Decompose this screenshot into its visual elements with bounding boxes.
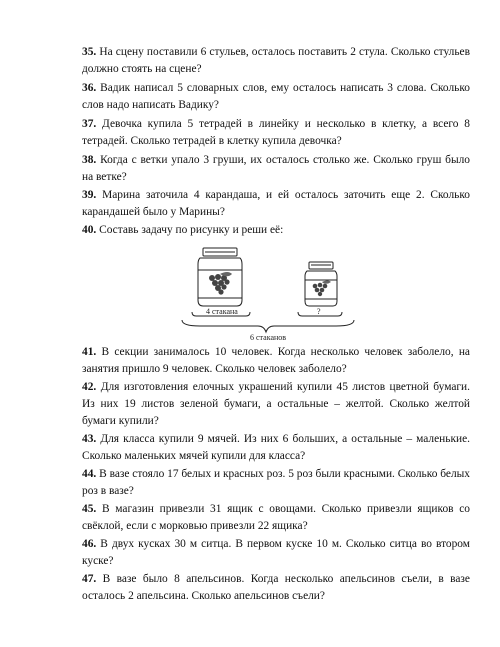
jars-figure [170, 240, 360, 342]
total-label: 6 стаканов [250, 333, 287, 342]
problem-46 [82, 536, 470, 570]
problem-text: В магазин привезли 31 ящик с овощами. Сколько привезли ящиков со свёклой, если с морковью привезли 22 ящика? [82, 503, 470, 532]
problem-43 [82, 431, 470, 465]
left-jar-label: 4 стакана [206, 307, 238, 316]
problem-41 [82, 344, 470, 378]
problem-text: Вадик написал 5 словарных слов, ему осталось написать 3 слова. Сколько слов надо написать Вадику? [82, 82, 470, 111]
problem-number: 47. [82, 573, 97, 585]
problem-number: 36. [82, 82, 97, 94]
problem-text: Для изготовления елочных украшений купили 45 листов цветной бумаги. Из них 19 листов зеленой бумаги, а остальные – желтой. Сколько желтой бумаги купили? [82, 381, 470, 427]
problem-number: 44. [82, 468, 97, 480]
problem-text: Составь задачу по рисунку и реши её: [96, 224, 284, 236]
small-jar-icon [305, 262, 337, 306]
problem-number: 35. [82, 46, 97, 58]
total-brace [182, 320, 354, 332]
problem-text: В вазе стояло 17 белых и красных роз. 5 роз были красными. Сколько белых роз в вазе? [82, 468, 470, 497]
problem-40 [82, 222, 470, 239]
problem-37 [82, 116, 470, 150]
problem-number: 41. [82, 346, 97, 358]
problem-text: На сцену поставили 6 стульев, осталось поставить 2 стула. Сколько стульев должно стоять на сцене? [82, 46, 470, 75]
problem-text: Когда с ветки упало 3 груши, их осталось столько же. Сколько груш было на ветке? [82, 154, 470, 183]
jars-illustration [170, 240, 360, 342]
problem-number: 37. [82, 118, 97, 130]
problem-text: В вазе было 8 апельсинов. Когда несколько апельсинов съели, в вазе осталось 2 апельсина. Сколько апельсинов съели? [82, 573, 470, 602]
problem-39 [82, 187, 470, 221]
problem-number: 39. [82, 189, 97, 201]
problem-42 [82, 379, 470, 430]
problem-35 [82, 44, 470, 78]
problem-44 [82, 466, 470, 500]
problem-number: 46. [82, 538, 97, 550]
problem-text: Марина заточила 4 карандаша, и ей осталось заточить еще 2. Сколько карандашей было у Марины? [82, 189, 470, 218]
problem-47 [82, 571, 470, 605]
problem-text: Девочка купила 5 тетрадей в линейку и несколько в клетку, а всего 8 тетрадей. Сколько тетрадей в клетку купила девочка? [82, 118, 470, 147]
problem-number: 45. [82, 503, 97, 515]
right-jar-label: ? [317, 307, 321, 316]
problem-text: В секции занималось 10 человек. Когда несколько человек заболело, на занятия пришло 9 человек. Сколько человек заболело? [82, 346, 470, 375]
problem-text: Для класса купили 9 мячей. Из них 6 больших, а остальные – маленькие. Сколько маленьких мячей купили для класса? [82, 433, 470, 462]
problem-number: 42. [82, 381, 97, 393]
problem-36 [82, 80, 470, 114]
large-jar-icon [198, 248, 242, 306]
problem-45 [82, 501, 470, 535]
problem-text: В двух кусках 30 м ситца. В первом куске 10 м. Сколько ситца во втором куске? [82, 538, 470, 567]
problem-number: 38. [82, 154, 97, 166]
problem-38 [82, 152, 470, 186]
problem-number: 40. [82, 224, 97, 236]
problem-number: 43. [82, 433, 97, 445]
